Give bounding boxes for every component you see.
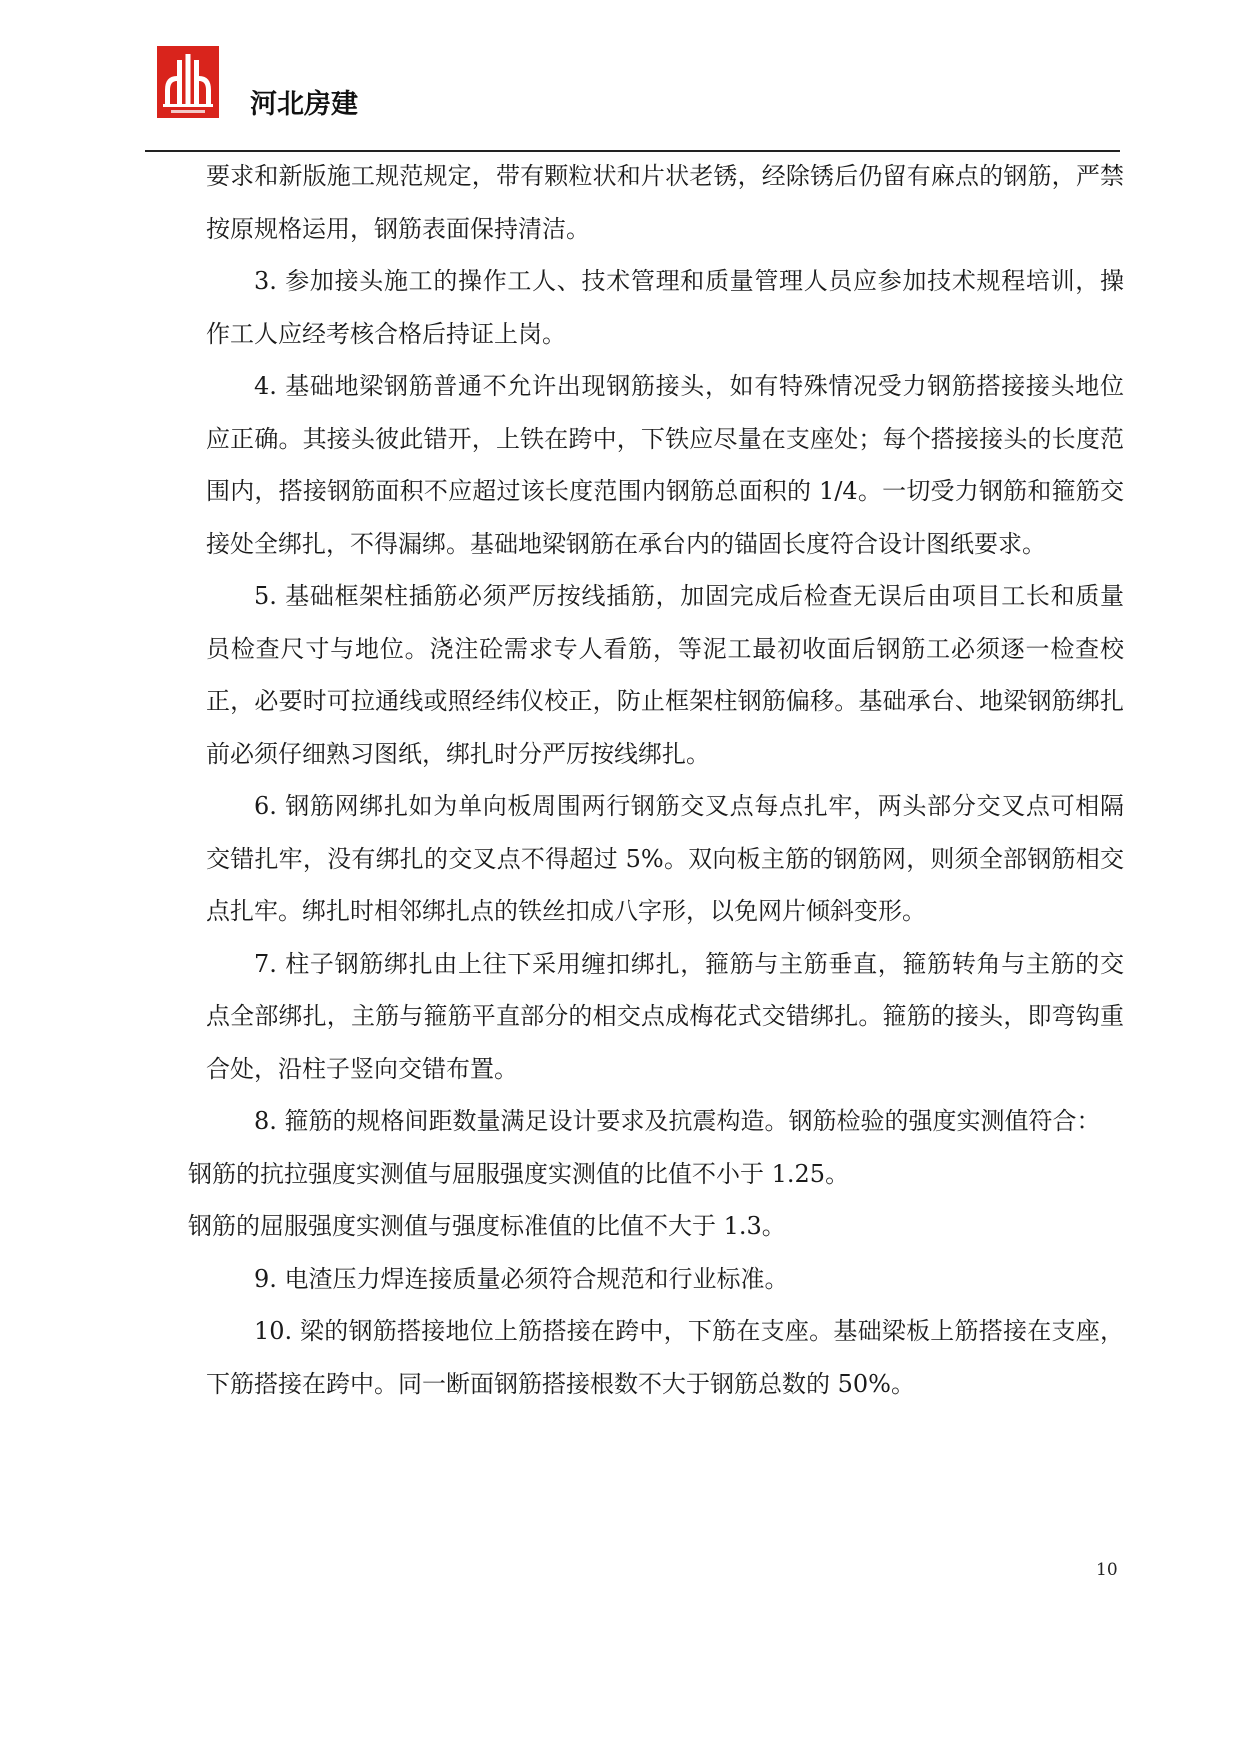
paragraph-yield-ratio: 钢筋的屈服强度实测值与强度标准值的比值不大于 1.3。 bbox=[188, 1212, 786, 1240]
paragraph-item-8: 8. 箍筋的规格间距数量满足设计要求及抗震构造。钢筋检验的强度实测值符合： bbox=[254, 1107, 1101, 1135]
company-name: 河北房建 bbox=[250, 89, 358, 120]
paragraph-tensile-ratio: 钢筋的抗拉强度实测值与屈服强度实测值的比值不小于 1.25。 bbox=[188, 1159, 850, 1188]
page-header bbox=[0, 0, 1241, 160]
paragraph-item-7: 7. 柱子钢筋绑扎由上往下采用缠扣绑扎，箍筋与主筋垂直，箍筋转角与主筋的交点全部绑扎，主筋与箍筋平直部分的相交点成梅花式交错绑扎。箍筋的接头，即弯钩重合处，沿柱子竖向交错布置。 bbox=[206, 949, 1124, 1083]
paragraph-rust-requirements: 要求和新版施工规范规定，带有颗粒状和片状老锈，经除锈后仍留有麻点的钢筋，严禁按原规格运用，钢筋表面保持清洁。 bbox=[206, 162, 1124, 243]
paragraph-item-6: 6. 钢筋网绑扎如为单向板周围两行钢筋交叉点每点扎牢，两头部分交叉点可相隔交错扎牢，没有绑扎的交叉点不得超过 5%。双向板主筋的钢筋网，则须全部钢筋相交点扎牢。绑扎时相邻绑扎点的铁丝扣成八字形，以免网片倾斜变形。 bbox=[206, 792, 1124, 925]
paragraph-item-5: 5. 基础框架柱插筋必须严厉按线插筋，加固完成后检查无误后由项目工长和质量员检查尺寸与地位。浇注砼需求专人看筋，等泥工最初收面后钢筋工必须逐一检查校正，必要时可拉通线或照经纬仪校正，防止框架柱钢筋偏移。基础承台、地梁钢筋绑扎前必须仔细熟习图纸，绑扎时分严厉按线绑扎。 bbox=[206, 582, 1124, 768]
hebei-construction-logo-icon bbox=[157, 46, 219, 118]
document-body bbox=[188, 150, 1124, 1410]
company-logo bbox=[157, 46, 219, 118]
paragraph-item-4: 4. 基础地梁钢筋普通不允许出现钢筋接头，如有特殊情况受力钢筋搭接接头地位应正确。其接头彼此错开，上铁在跨中，下铁应尽量在支座处；每个搭接接头的长度范围内，搭接钢筋面积不应超过该长度范围内钢筋总面积的 1/4。一切受力钢筋和箍筋交接处全绑扎，不得漏绑。基础地梁钢筋在承台内的锚固长度符合设计图纸要求。 bbox=[206, 372, 1124, 558]
paragraph-item-10: 10. 梁的钢筋搭接地位上筋搭接在跨中，下筋在支座。基础梁板上筋搭接在支座，下筋搭接在跨中。同一断面钢筋搭接根数不大于钢筋总数的 50%。 bbox=[206, 1317, 1124, 1398]
paragraph-item-3: 3. 参加接头施工的操作工人、技术管理和质量管理人员应参加技术规程培训，操作工人应经考核合格后持证上岗。 bbox=[206, 267, 1124, 348]
paragraph-item-9: 9. 电渣压力焊连接质量必须符合规范和行业标准。 bbox=[254, 1264, 789, 1293]
page-number: 10 bbox=[1096, 1560, 1118, 1580]
